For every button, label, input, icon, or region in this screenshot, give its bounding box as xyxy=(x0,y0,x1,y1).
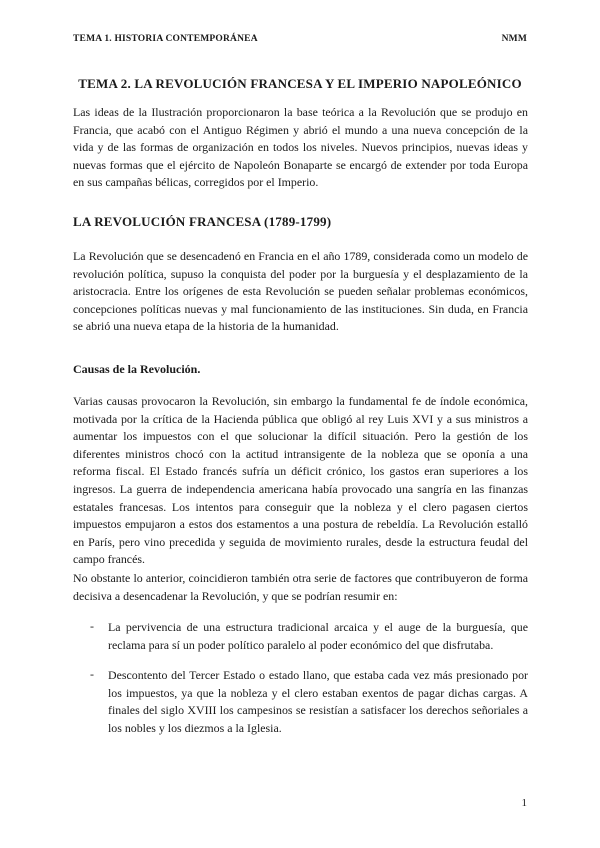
causes-paragraph-2: No obstante lo anterior, coincidieron también otra serie de factores que contribuyeron de forma decisiva a desencadenar la Revolución, y que se podrían resumir en: xyxy=(73,571,528,603)
causes-heading: Causas de la Revolución. xyxy=(73,362,201,376)
section-heading: LA REVOLUCIÓN FRANCESA (1789-1799) xyxy=(73,214,332,229)
bullet-item: Descontento del Tercer Estado o estado llano, que estaba cada vez más presionado por los impuestos, ya que la nobleza y el clero estaban exentos de pagar dichas cargas. A finales del siglo XVIII los campesinos se resistían a satisfacer los derechos señoriales a los nobles y los diezmos a la Iglesia. xyxy=(108,668,528,735)
document-title: TEMA 2. LA REVOLUCIÓN FRANCESA Y EL IMPERIO NAPOLEÓNICO xyxy=(78,76,522,91)
intro-paragraph: Las ideas de la Ilustración proporcionaron la base teórica a la Revolución que se produjo en Francia, que acabó con el Antiguo Régimen y abrió el mundo a una nueva concepción de la vida y de las formas de organización en todos los niveles. Nuevos principios, nuevas ideas y nuevas formas que el ejército de Napoleón Bonaparte se encargó de extender por toda Europa en sus campañas bélicas, corregidos por el Imperio. xyxy=(73,105,528,190)
bullet-marker: - xyxy=(90,619,94,633)
header-course-title: TEMA 1. HISTORIA CONTEMPORÁNEA xyxy=(73,34,258,44)
page-number: 1 xyxy=(521,797,527,809)
causes-paragraph-1: Varias causas provocaron la Revolución, sin embargo la fundamental fe de índole económica, motivada por la crítica de la Hacienda pública que obligó al rey Luis XVI y a sus ministros a aumentar los impuestos con el que solucionar la difícil situación. Pero la gestión de los diferentes ministros chocó con la actitud intransigente de la nobleza que se oponía a una reforma fiscal. El Estado francés sufría un déficit crónico, los gastos eran superiores a los ingresos. La guerra de independencia americana había provocado una sangría en las finanzas estatales francesas. Los intentos para conseguir que la nobleza y el clero pagasen ciertos impuestos empujaron a estos dos estamentos a una postura de rebeldía. La Revolución estalló en París, pero vino precedida y seguida de movimiento rurales, desde la estructura feudal del campo francés. xyxy=(73,394,528,567)
section-paragraph: La Revolución que se desencadenó en Francia en el año 1789, considerada como un modelo de revolución política, supuso la conquista del poder por la burguesía y el desplazamiento de la aristocracia. Entre los orígenes de esta Revolución se pueden señalar problemas económicos, concepciones políticas nuevas y mal funcionamiento de las instituciones. Sin duda, en Francia se abrió una nueva etapa de la historia de la humanidad. xyxy=(73,249,528,334)
bullet-marker: - xyxy=(90,667,94,681)
bullet-item: La pervivencia de una estructura tradicional arcaica y el auge de la burguesía, que reclama para sí un poder político paralelo al poder económico del que disfrutaba. xyxy=(108,620,528,652)
header-author-initials: NMM xyxy=(501,34,527,44)
